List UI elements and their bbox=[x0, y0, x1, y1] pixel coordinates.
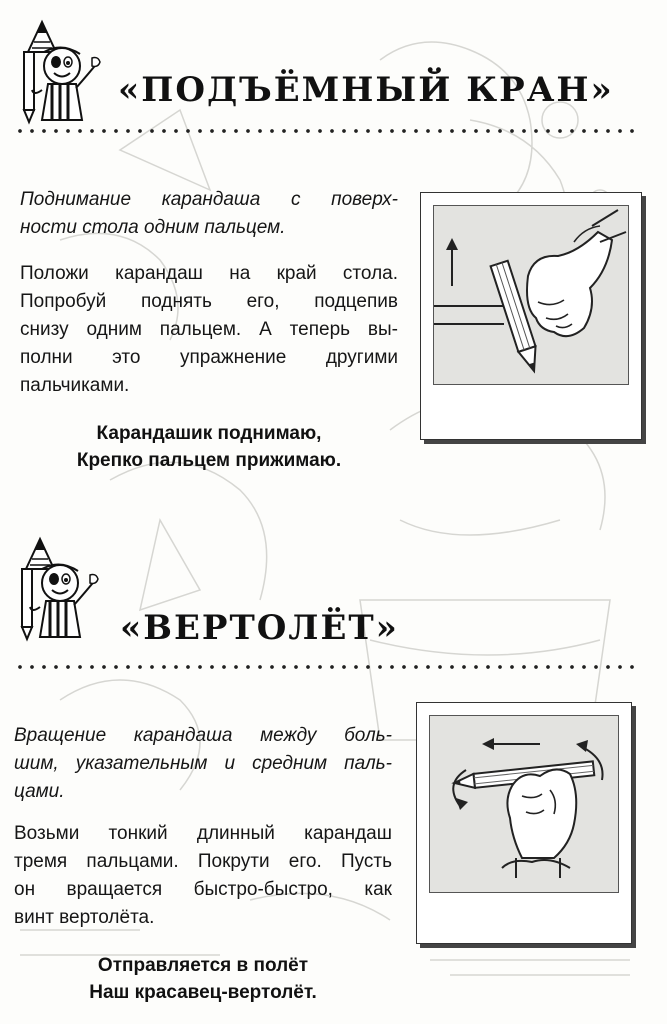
instruction-line: Возьми тонкий длинный карандаш bbox=[14, 823, 392, 844]
section-title: «ПОДЪЁМНЫЙ КРАН» bbox=[118, 70, 614, 110]
instruction-line: снизу одним пальцем. А теперь вы- bbox=[20, 319, 398, 340]
intro-line: Поднимание карандаша с поверх- bbox=[20, 189, 398, 210]
rhyme bbox=[20, 420, 398, 474]
pencil-mascot-icon bbox=[12, 18, 102, 128]
exercise-illustration-frame bbox=[420, 192, 642, 440]
hand-lifting-pencil-icon bbox=[434, 206, 628, 384]
exercise-illustration-frame bbox=[416, 702, 632, 944]
dotted-divider bbox=[14, 128, 634, 134]
intro-line: цами. bbox=[14, 781, 65, 802]
exercise-intro bbox=[14, 722, 392, 806]
instruction-line: Положи карандаш на край стола. bbox=[20, 263, 398, 284]
exercise-instructions bbox=[14, 820, 392, 932]
intro-line: Вращение карандаша между боль- bbox=[14, 725, 392, 746]
intro-line: шим, указательным и средним паль- bbox=[14, 753, 392, 774]
instruction-line: винт вертолёта. bbox=[14, 907, 155, 928]
intro-line: ности стола одним пальцем. bbox=[20, 217, 286, 238]
rhyme-line: Крепко пальцем прижимаю. bbox=[76, 450, 342, 471]
exercise-intro bbox=[20, 186, 398, 242]
instruction-line: полни это упражнение другими bbox=[20, 347, 398, 368]
instruction-line: пальчиками. bbox=[20, 375, 130, 396]
instruction-line: тремя пальцами. Покрути его. Пусть bbox=[14, 851, 392, 872]
rhyme bbox=[14, 952, 392, 1006]
exercise-instructions bbox=[20, 260, 398, 400]
instruction-line: Попробуй поднять его, подцепив bbox=[20, 291, 398, 312]
section-title: «ВЕРТОЛЁТ» bbox=[120, 608, 399, 648]
rhyme-line: Отправляется в полёт bbox=[97, 955, 309, 976]
instruction-line: он вращается быстро-быстро, как bbox=[14, 879, 392, 900]
hand-rotating-pencil-icon bbox=[430, 716, 618, 892]
rhyme-line: Наш красавец-вертолёт. bbox=[89, 982, 317, 1003]
rhyme-line: Карандашик поднимаю, bbox=[96, 423, 322, 444]
dotted-divider bbox=[14, 664, 634, 670]
pencil-mascot-icon bbox=[10, 535, 100, 645]
